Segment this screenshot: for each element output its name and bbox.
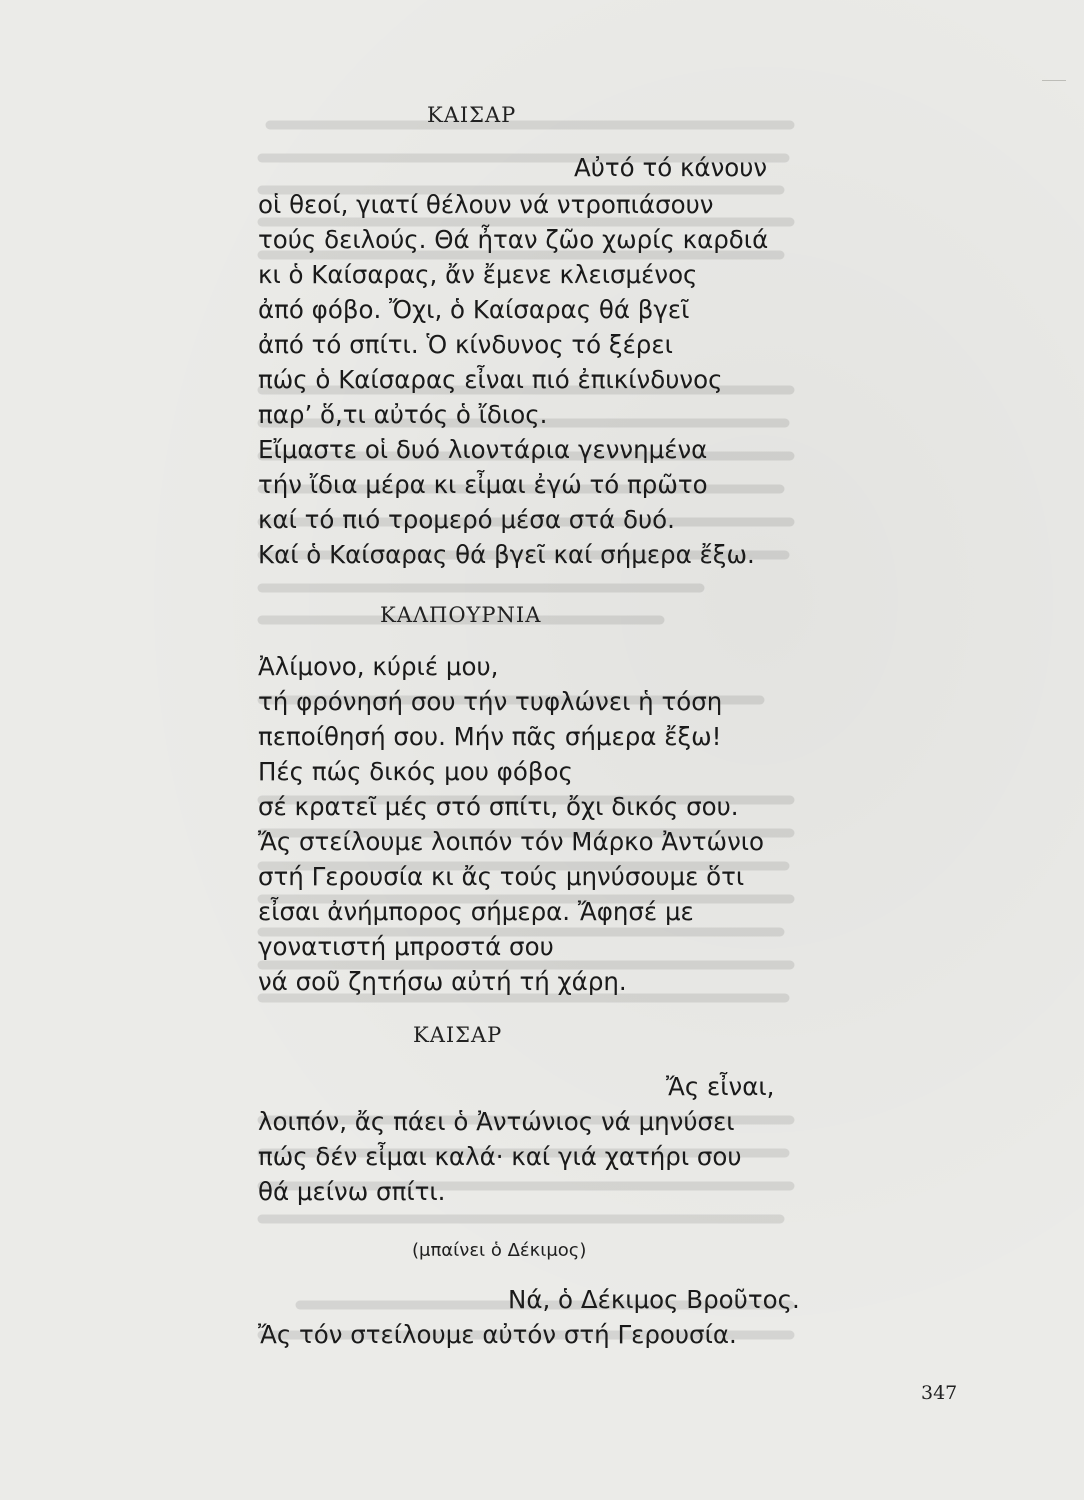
verse-line: Ἄς στείλουμε λοιπόν τόν Μάρκο Ἀντώνιο [258,827,765,856]
speaker-caesar-1: ΚΑΙΣΑΡ [427,103,517,127]
verse-line: Ἄς τόν στείλουμε αὐτόν στή Γερουσία. [258,1320,737,1349]
verse-line: νά σοῦ ζητήσω αὐτή τή χάρη. [258,967,627,996]
verse-line: οἱ θεοί, γιατί θέλουν νά ντροπιάσουν [258,190,714,219]
speaker-calpurnia: ΚΑΛΠΟΥΡΝΙΑ [380,603,542,627]
verse-line: ἀπό φόβο. Ὄχι, ὁ Καίσαρας θά βγεῖ [258,295,690,324]
verse-line: παρ’ ὅ,τι αὐτός ὁ ἴδιος. [258,400,548,429]
verse-line: Εἴμαστε οἱ δυό λιοντάρια γεννημένα [258,435,708,464]
verse-line: Καί ὁ Καίσαρας θά βγεῖ καί σήμερα ἔξω. [258,540,755,569]
verse-line: κι ὁ Καίσαρας, ἄν ἔμενε κλεισμένος [258,260,698,289]
page-number: 347 [921,1382,958,1404]
verse-line: ἀπό τό σπίτι. Ὁ κίνδυνος τό ξέρει [258,330,673,359]
verse-line: τήν ἴδια μέρα κι εἶμαι ἐγώ τό πρῶτο [258,470,708,499]
verse-line: εἶσαι ἀνήμπορος σήμερα. Ἄφησέ με [258,897,694,926]
verse-line: Ἀλίμονο, κύριέ μου, [258,652,499,681]
speaker-caesar-2: ΚΑΙΣΑΡ [413,1023,503,1047]
verse-line: σέ κρατεῖ μές στό σπίτι, ὄχι δικός σου. [258,792,739,821]
verse-line: λοιπόν, ἄς πάει ὁ Ἀντώνιος νά μηνύσει [258,1107,735,1136]
verse-line: πώς δέν εἶμαι καλά· καί γιά χατήρι σου [258,1142,742,1171]
trim-mark [1042,80,1066,81]
verse-line: πώς ὁ Καίσαρας εἶναι πιό ἐπικίνδυνος [258,365,723,394]
verse-line: Πές πώς δικός μου φόβος [258,757,573,786]
verse-line: τούς δειλούς. Θά ἦταν ζῶο χωρίς καρδιά [258,225,769,254]
stage-direction: (μπαίνει ὁ Δέκιμος) [412,1240,587,1261]
verse-line: Ἄς εἶναι, [666,1072,775,1101]
verse-line: καί τό πιό τρομερό μέσα στά δυό. [258,505,675,534]
verse-line: θά μείνω σπίτι. [258,1177,446,1206]
verse-line: πεποίθησή σου. Μήν πᾶς σήμερα ἔξω! [258,722,722,751]
verse-line: Αὐτό τό κάνουν [574,153,768,182]
verse-line: Νά, ὁ Δέκιμος Βροῦτος. [508,1285,800,1314]
verse-line: τή φρόνησή σου τήν τυφλώνει ἡ τόση [258,687,723,716]
verse-line: γονατιστή μπροστά σου [258,932,554,961]
verse-line: στή Γερουσία κι ἄς τούς μηνύσουμε ὅτι [258,862,745,891]
